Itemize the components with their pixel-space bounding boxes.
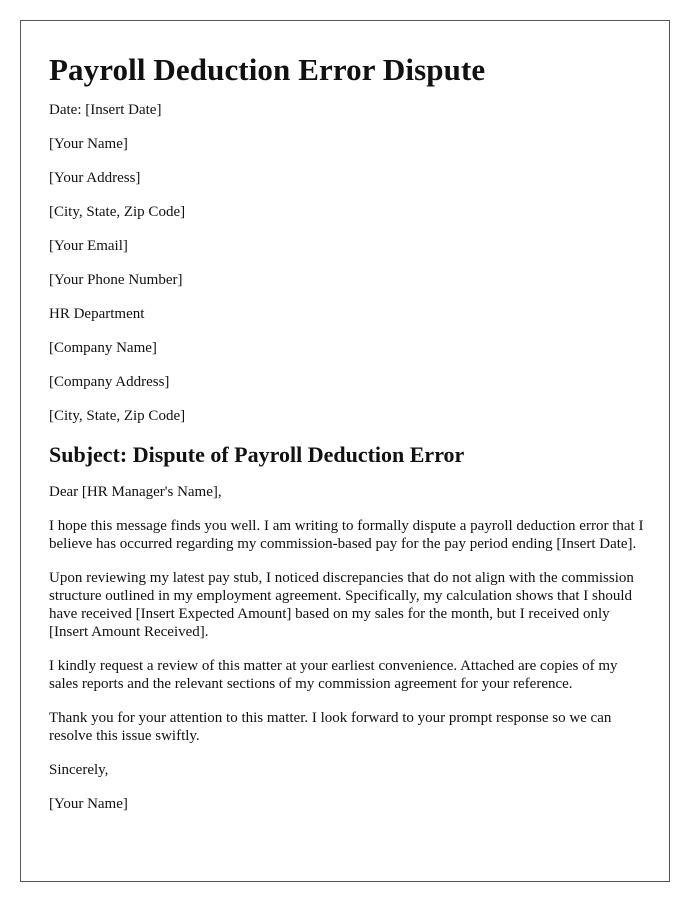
subject-heading: Subject: Dispute of Payroll Deduction Error [49, 442, 465, 467]
page-title: Payroll Deduction Error Dispute [49, 52, 486, 87]
body-paragraph: Thank you for your attention to this matter. I look forward to your prompt response so we can resolve this issue swiftly. [49, 710, 612, 744]
recipient-city: [City, State, Zip Code] [49, 408, 186, 424]
date-line: Date: [Insert Date] [49, 102, 162, 118]
recipient-address: [Company Address] [49, 374, 170, 390]
body-paragraph: I kindly request a review of this matter at your earliest convenience. Attached are copies of my sales reports and the relevant sections of my commission agreement for your reference. [49, 658, 618, 692]
recipient-department: HR Department [49, 306, 145, 322]
letter-container [20, 20, 670, 882]
body-paragraph: Upon reviewing my latest pay stub, I noticed discrepancies that do not align with the commission structure outlined in my employment agreement. Specifically, my calculation shows that I should have received [Insert Expected Amount] based on my sales for the month, but I received only [Insert Amount Received]. [49, 570, 634, 640]
closing: Sincerely, [49, 762, 109, 778]
sender-city: [City, State, Zip Code] [49, 204, 186, 220]
recipient-company: [Company Name] [49, 340, 157, 356]
signature: [Your Name] [49, 796, 128, 812]
sender-name: [Your Name] [49, 136, 128, 152]
sender-address: [Your Address] [49, 170, 141, 186]
recipient-block [49, 305, 649, 425]
sender-block [49, 101, 649, 289]
salutation: Dear [HR Manager's Name], [49, 484, 222, 500]
sender-phone: [Your Phone Number] [49, 272, 183, 288]
sender-email: [Your Email] [49, 238, 128, 254]
body-paragraph: I hope this message finds you well. I am writing to formally dispute a payroll deduction error that I believe has occurred regarding my commission-based pay for the pay period ending [Insert Date]. [49, 518, 644, 552]
